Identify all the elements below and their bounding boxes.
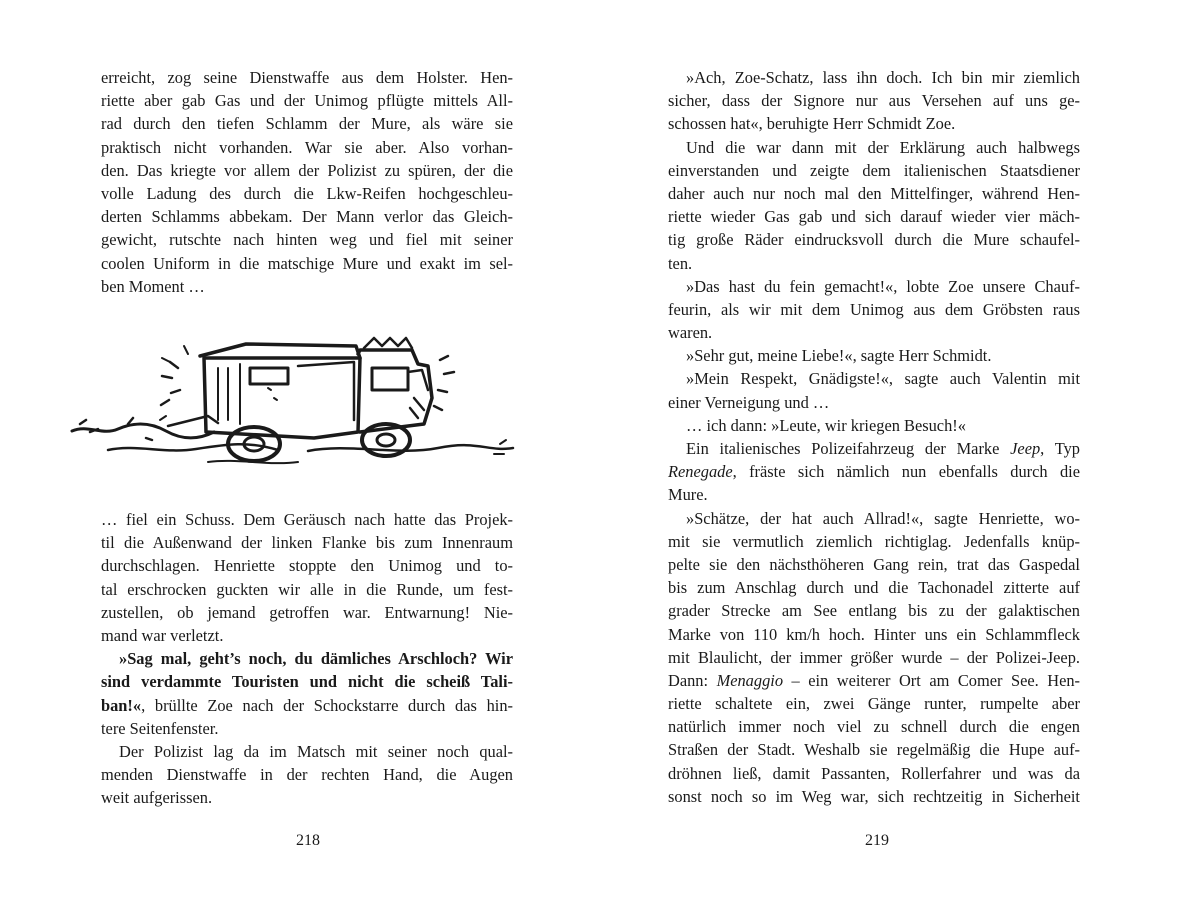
left-text-block-1 (101, 66, 513, 298)
text-line: schossen hat«, beruhigte Herr Schmidt Zoe. (668, 114, 956, 134)
text-line: bis zum Anschlag durch und die Tachonadel zitterte auf (668, 578, 1080, 598)
text-line: »Sehr gut, meine Liebe!«, sagte Herr Schmidt. (686, 346, 992, 366)
text-line: dröhnen ließ, damit Passanten, Rollerfahrer und was da (668, 763, 1080, 783)
bold-span: ban!« (101, 695, 142, 715)
text-line: ben Moment … (101, 276, 205, 296)
page-number-left: 218 (296, 832, 320, 849)
text-line: volle Ladung des durch die Lkw-Reifen hochgeschleu- (101, 183, 513, 203)
text-line: Marke von 110 km/h hoch. Hinter uns ein Schlammfleck (668, 624, 1080, 644)
text-line: riette aber gab Gas und der Unimog pflügte mittels All- (101, 91, 513, 111)
text-line: »Ach, Zoe-Schatz, lass ihn doch. Ich bin mir ziemlich (686, 68, 1080, 87)
text-line: Und die war dann mit der Erklärung auch halbwegs (686, 137, 1080, 157)
text-span: Ein italienisches Polizeifahrzeug der Marke (686, 439, 1011, 458)
text-line: pelte sie den nächsthöheren Gang rein, trat das Gaspedal (668, 554, 1080, 574)
italic-span: Renegade (668, 462, 733, 482)
text-line: … ich dann: »Leute, wir kriegen Besuch!« (686, 415, 966, 435)
text-line: menden Dienstwaffe in der rechten Hand, die Augen (101, 765, 513, 785)
text-line: »Mein Respekt, Gnädigste!«, sagte auch Valentin mit (686, 369, 1080, 389)
text-line: riette wieder Gas gab und sich darauf wieder vier mäch- (668, 207, 1080, 227)
text-line: weit aufgerissen. (101, 788, 213, 808)
text-line: derten Schlamms abbekam. Der Mann verlor das Gleich- (101, 207, 513, 227)
text-line: einer Verneigung und … (668, 392, 830, 412)
text-line: grader Strecke am See entlang bis zu der galaktischen (668, 601, 1080, 621)
text-line: durchschlagen. Henriette stoppte den Unimog und to- (101, 556, 513, 576)
right-text-block (668, 66, 1080, 808)
text-line: mand war verletzt. (101, 625, 224, 645)
text-line: tal erschrocken guckten wir alle in die Runde, um fest- (101, 579, 513, 599)
text-line: den. Das kriegte vor allem der Polizist zu spüren, der die (101, 160, 513, 180)
right-page (591, 0, 1181, 919)
text-line: einverstanden und zeigte dem italienischen Staatsdiener (668, 160, 1080, 180)
page-number-right: 219 (865, 832, 889, 849)
text-span: , Typ (1040, 439, 1080, 458)
text-line: natürlich immer noch viel zu schnell durch die engen (668, 717, 1080, 737)
text-line: rad durch den tiefen Schlamm der Mure, als wäre sie (101, 114, 513, 134)
italic-span: Menaggio (716, 670, 784, 690)
italic-span: Jeep (1010, 439, 1041, 458)
text-line: erreicht, zog seine Dienstwaffe aus dem Holster. Hen- (101, 68, 513, 87)
text-line: zustellen, ob jemand getroffen war. Entwarnung! Nie- (101, 602, 513, 622)
text-line-mixed (668, 669, 1080, 692)
text-line: Straßen der Stadt. Weshalb sie regelmäßig die Hupe auf- (668, 740, 1080, 760)
text-line: riette schaltete ein, zwei Gänge runter, rumpelte aber (668, 694, 1080, 714)
text-line: tere Seitenfenster. (101, 718, 219, 738)
text-line: Der Polizist lag da im Matsch mit seiner noch qual- (119, 741, 513, 761)
text-line-mixed (668, 460, 1080, 483)
text-line: sonst noch so im Weg war, sich rechtzeitig in Sicherheit (668, 786, 1080, 806)
left-text-block-2 (101, 508, 513, 809)
text-line: sicher, dass der Signore nur aus Versehen auf uns ge- (668, 91, 1080, 111)
text-line-mixed (668, 437, 1080, 460)
text-line: … fiel ein Schuss. Dem Geräusch nach hatte das Projek- (101, 510, 513, 529)
unimog-illustration (68, 328, 518, 476)
left-page (0, 0, 590, 919)
text-line: tig große Räder eindrucksvoll durch die Mure schaufel- (668, 230, 1080, 250)
text-line: til die Außenwand der linken Flanke bis zum Innenraum (101, 533, 513, 553)
text-span: , fräste sich nämlich nun ebenfalls durch die (732, 462, 1080, 482)
text-line: Mure. (668, 485, 708, 505)
text-line-bold: sind verdammte Touristen und nicht die scheiß Tali- (101, 672, 513, 692)
text-line: waren. (668, 323, 713, 343)
text-line: feurin, als wir mit dem Unimog aus dem Gröbsten raus (668, 299, 1080, 319)
text-line: »Schätze, der hat auch Allrad!«, sagte Henriette, wo- (686, 508, 1080, 528)
text-line: gewicht, rutschte nach hinten weg und fiel mit seiner (101, 230, 513, 250)
text-line: daher auch nur noch mal den Mittelfinger, während Hen- (668, 183, 1080, 203)
text-line-bold: »Sag mal, geht’s noch, du dämliches Arschloch? Wir (119, 649, 513, 669)
text-line-mixed (101, 694, 513, 717)
text-line: coolen Uniform in die matschige Mure und exakt im sel- (101, 253, 513, 273)
text-span: – ein weiterer Ort am Comer See. Hen- (783, 670, 1080, 690)
text-span: , brüllte Zoe nach der Schockstarre durch das hin- (141, 695, 513, 715)
text-line: ten. (668, 253, 693, 273)
text-line: mit Blaulicht, der immer größer wurde – der Polizei-Jeep. (668, 647, 1080, 667)
text-line: »Das hast du fein gemacht!«, lobte Zoe unsere Chauf- (686, 276, 1080, 296)
text-line: mit sie vermutlich ziemlich richtiglag. Jedenfalls knüp- (668, 531, 1080, 551)
text-line: praktisch nicht vorhanden. War sie aber. Also vorhan- (101, 137, 513, 157)
text-span: Dann: (668, 670, 717, 690)
